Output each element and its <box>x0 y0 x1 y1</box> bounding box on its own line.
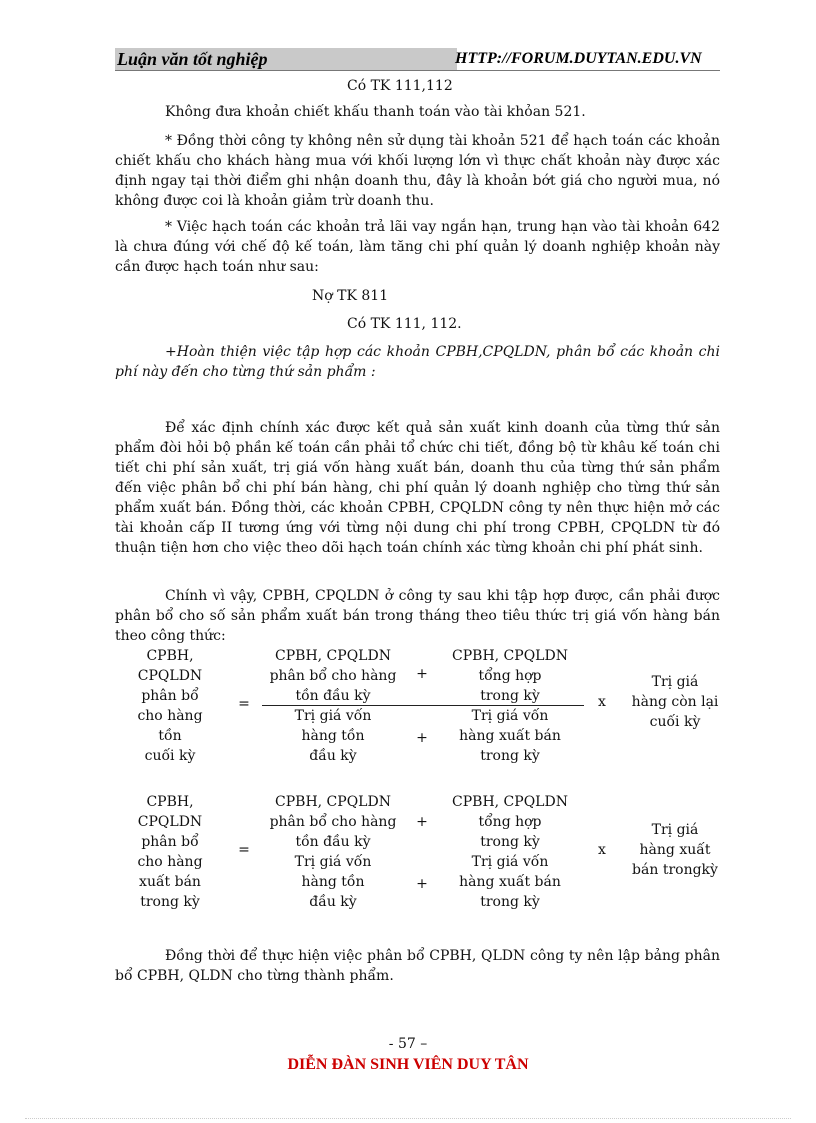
header-divider <box>115 70 720 71</box>
paragraph-6 <box>115 946 720 986</box>
entry-credit: Có TK 111, 112. <box>347 316 462 332</box>
footer-site-name: DIỄN ĐÀN SINH VIÊN DUY TÂN <box>287 1056 529 1073</box>
section-heading-text: +Hoàn thiện việc tập hợp các khoản CPBH,CPQLDN, phân bổ các khoản chi phí này đến cho từng thứ sản phẩm : <box>115 344 720 380</box>
formula-1-numerator-b: CPBH, CPQLDN tổng hợp trong kỳ <box>452 648 568 704</box>
entry-credit-top: Có TK 111,112 <box>347 78 453 94</box>
formula-2-numerator-a: CPBH, CPQLDN phân bổ cho hàng tồn đầu kỳ <box>269 794 397 850</box>
forum-url[interactable]: HTTP://FORUM.DUYTAN.EDU.VN <box>455 50 702 67</box>
paragraph-4-text: Để xác định chính xác được kết quả sản xuất kinh doanh của từng thứ sản phẩm đòi hỏi bộ phần kế toán cần phải tổ chức chi tiết, đồng bộ từ khâu kế toán chi tiết chi phí sản xuất, trị giá vốn hàng xuất bán, doanh thu của từng thứ sản phẩm đến việc phân bổ chi phí bán hàng, chi phí quản lý doanh nghiệp cho từng thứ sản phẩm xuất bán. Đồng thời, các khoản CPBH, CPQLDN công ty nên thực hiện mở các tài khoản cấp II tương ứng với từng nội dung chi phí trong CPBH, CPQLDN từ đó thuận tiện hơn cho việc theo dõi hạch toán chính xác từng khoản chi phí phát sinh. <box>115 420 720 556</box>
formula-2-equals: = <box>238 842 250 858</box>
formula-2-denominator-b: Trị giá vốn hàng xuất bán trong kỳ <box>459 854 561 910</box>
paragraph-5-text: Chính vì vậy, CPBH, CPQLDN ở công ty sau khi tập hợp được, cần phải được phân bổ cho số sản phẩm xuất bán trong tháng theo tiêu thức trị giá vốn hàng bán theo công thức: <box>115 588 720 644</box>
formula-1-denominator-a: Trị giá vốn hàng tồn đầu kỳ <box>294 708 372 764</box>
formula-1-numerator-plus: + <box>416 666 428 682</box>
section-heading <box>115 342 720 382</box>
formula-1-times: x <box>598 694 606 710</box>
paragraph-1-text: Không đưa khoản chiết khấu thanh toán vào tài khỏan 521. <box>165 104 586 120</box>
formula-1-numerator-a: CPBH, CPQLDN phân bổ cho hàng tồn đầu kỳ <box>269 648 397 704</box>
paragraph-2-text: * Đồng thời công ty không nên sử dụng tài khoản 521 để hạch toán các khoản chiết khấu cho khách hàng mua với khối lượng lớn vì thực chất khoản này được xác định ngay tại thời điểm ghi nhận doanh thu, đây là khoản bớt giá cho người mua, nó không được coi là khoản giảm trừ doanh thu. <box>115 133 720 209</box>
formula-2-times: x <box>598 842 606 858</box>
page-bottom-divider <box>25 1118 791 1119</box>
formula-2-denominator-plus: + <box>416 876 428 892</box>
paragraph-4 <box>115 418 720 558</box>
page-number: - 57 – <box>388 1036 428 1052</box>
formula-1-equals: = <box>238 696 250 712</box>
paragraph-3 <box>115 217 720 277</box>
paragraph-6-text: Đồng thời để thực hiện việc phân bổ CPBH, QLDN công ty nên lập bảng phân bổ CPBH, QLDN cho từng thành phẩm. <box>115 948 720 984</box>
paragraph-3-text: * Việc hạch toán các khoản trả lãi vay ngắn hạn, trung hạn vào tài khoản 642 là chưa đúng với chế độ kế toán, làm tăng chi phí quản lý doanh nghiệp khoản này cần được hạch toán như sau: <box>115 219 720 275</box>
formula-1-denominator-plus: + <box>416 730 428 746</box>
paragraph-1 <box>115 102 720 122</box>
entry-debit: Nợ TK 811 <box>312 288 389 304</box>
formula-1-denominator-b: Trị giá vốn hàng xuất bán trong kỳ <box>459 708 561 764</box>
formula-2-numerator-b: CPBH, CPQLDN tổng hợp trong kỳ <box>452 794 568 850</box>
formula-2-lhs: CPBH, CPQLDN phân bổ cho hàng xuất bán trong kỳ <box>137 794 203 910</box>
formula-1-lhs: CPBH, CPQLDN phân bổ cho hàng tồn cuối kỳ <box>137 648 203 764</box>
formula-2-rhs: Trị giá hàng xuất bán trongkỳ <box>632 822 718 878</box>
paragraph-5 <box>115 586 720 646</box>
formula-1-rhs: Trị giá hàng còn lại cuối kỳ <box>631 674 719 730</box>
formula-2-denominator-a: Trị giá vốn hàng tồn đầu kỳ <box>294 854 372 910</box>
document-title: Luận văn tốt nghiệp <box>115 48 457 70</box>
formula-2-numerator-plus: + <box>416 814 428 830</box>
paragraph-2 <box>115 131 720 211</box>
